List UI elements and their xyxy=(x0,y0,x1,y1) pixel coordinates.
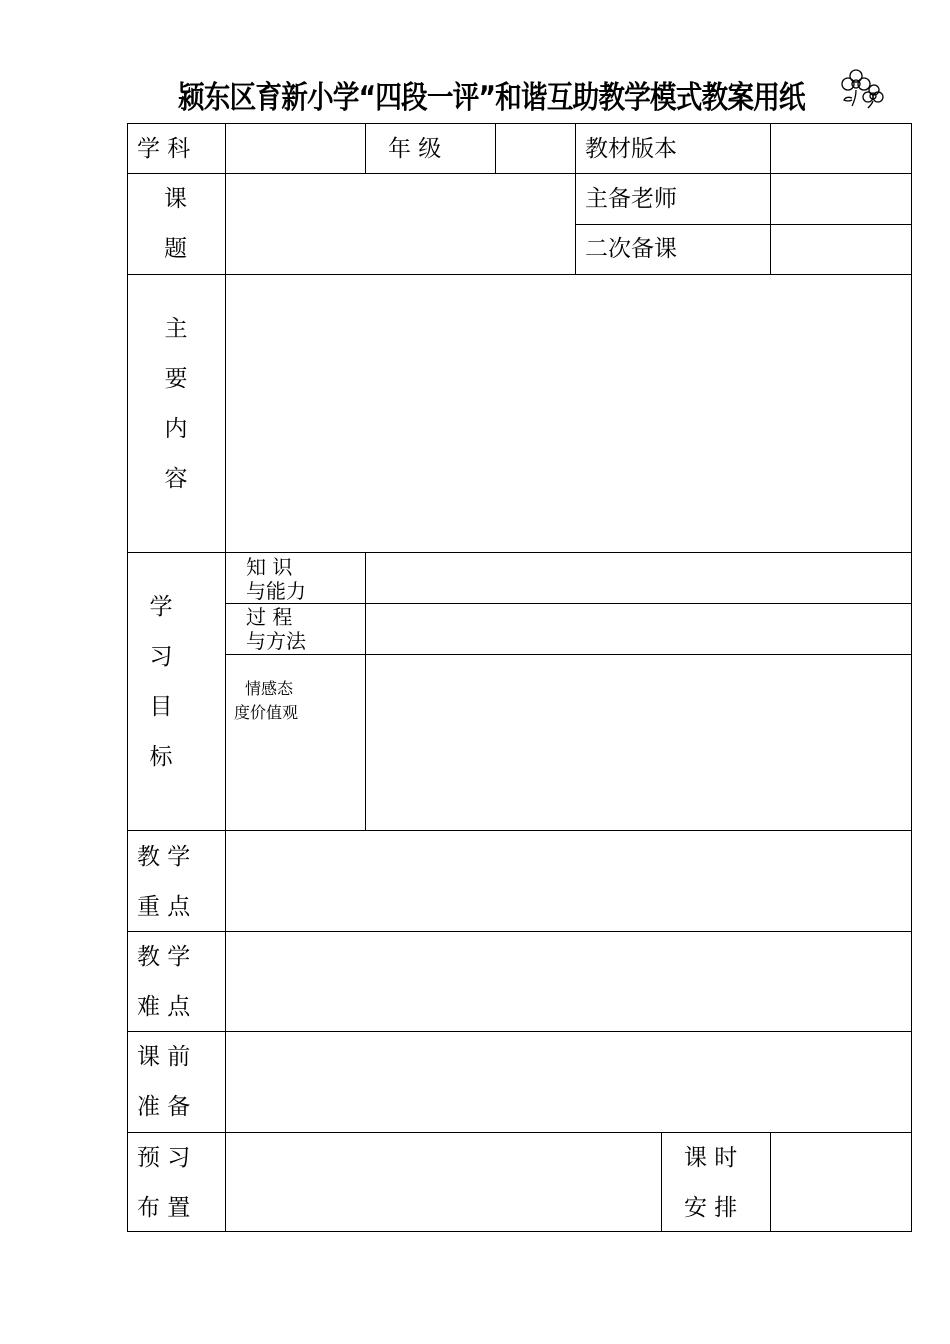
row-divider xyxy=(225,654,912,655)
col-divider xyxy=(575,123,576,275)
main-content-char: 要 xyxy=(164,366,188,392)
preview-assignment-label: 预 习 xyxy=(137,1145,191,1171)
table-border-bottom xyxy=(127,1231,912,1232)
main-content-label xyxy=(161,304,191,504)
table-border-right xyxy=(911,123,912,1232)
key-points-label: 教 学 xyxy=(137,844,191,870)
row-divider xyxy=(225,603,912,604)
emotion-values-label: 情感态 xyxy=(245,679,294,698)
page-title: 颍东区育新小学“四段一评”和谐互助教学模式教案用纸 xyxy=(178,80,805,116)
col-divider xyxy=(770,123,771,275)
main-content-char: 内 xyxy=(164,416,188,442)
col-divider xyxy=(495,123,496,174)
table-border-top xyxy=(127,123,912,124)
second-prep-label: 二次备课 xyxy=(585,236,677,262)
col-divider xyxy=(770,1132,771,1232)
schedule-label: 安 排 xyxy=(684,1195,738,1221)
col-divider xyxy=(365,552,366,831)
preparation-label: 课 前 xyxy=(137,1044,191,1070)
preview-assignment-label: 布 置 xyxy=(137,1195,191,1221)
schedule-label: 课 时 xyxy=(684,1145,738,1171)
row-divider xyxy=(127,173,912,174)
row-divider xyxy=(127,552,912,553)
row-divider xyxy=(127,1132,912,1133)
objectives-char: 学 xyxy=(149,594,173,620)
subject-label: 学 科 xyxy=(137,136,191,162)
row-divider xyxy=(127,931,912,932)
emotion-values-label: 度价值观 xyxy=(234,703,299,722)
objectives-char: 习 xyxy=(149,644,173,670)
difficulties-label: 教 学 xyxy=(137,944,191,970)
difficulties-label: 难 点 xyxy=(137,994,191,1020)
lead-teacher-label: 主备老师 xyxy=(585,186,677,212)
flower-icon xyxy=(838,64,886,112)
topic-label: 题 xyxy=(164,236,187,262)
key-points-label: 重 点 xyxy=(137,894,191,920)
row-divider xyxy=(127,274,912,275)
row-divider xyxy=(127,1031,912,1032)
knowledge-ability-label: 与能力 xyxy=(246,579,306,603)
col-divider xyxy=(365,123,366,174)
process-method-label: 过 程 xyxy=(246,605,293,629)
col-divider xyxy=(225,123,226,1232)
knowledge-ability-label: 知 识 xyxy=(246,555,293,579)
objectives-char: 目 xyxy=(149,694,173,720)
preparation-label: 准 备 xyxy=(137,1094,191,1120)
topic-label: 课 xyxy=(164,186,187,212)
col-divider xyxy=(661,1132,662,1232)
textbook-version-label: 教材版本 xyxy=(585,136,677,162)
process-method-label: 与方法 xyxy=(246,629,306,653)
main-content-char: 主 xyxy=(164,316,188,342)
objectives-char: 标 xyxy=(149,744,173,770)
main-content-char: 容 xyxy=(164,466,188,492)
grade-label: 年 级 xyxy=(388,136,442,162)
table-border-left xyxy=(127,123,128,1232)
row-divider xyxy=(575,224,912,225)
row-divider xyxy=(127,830,912,831)
learning-objectives-label xyxy=(146,582,176,782)
